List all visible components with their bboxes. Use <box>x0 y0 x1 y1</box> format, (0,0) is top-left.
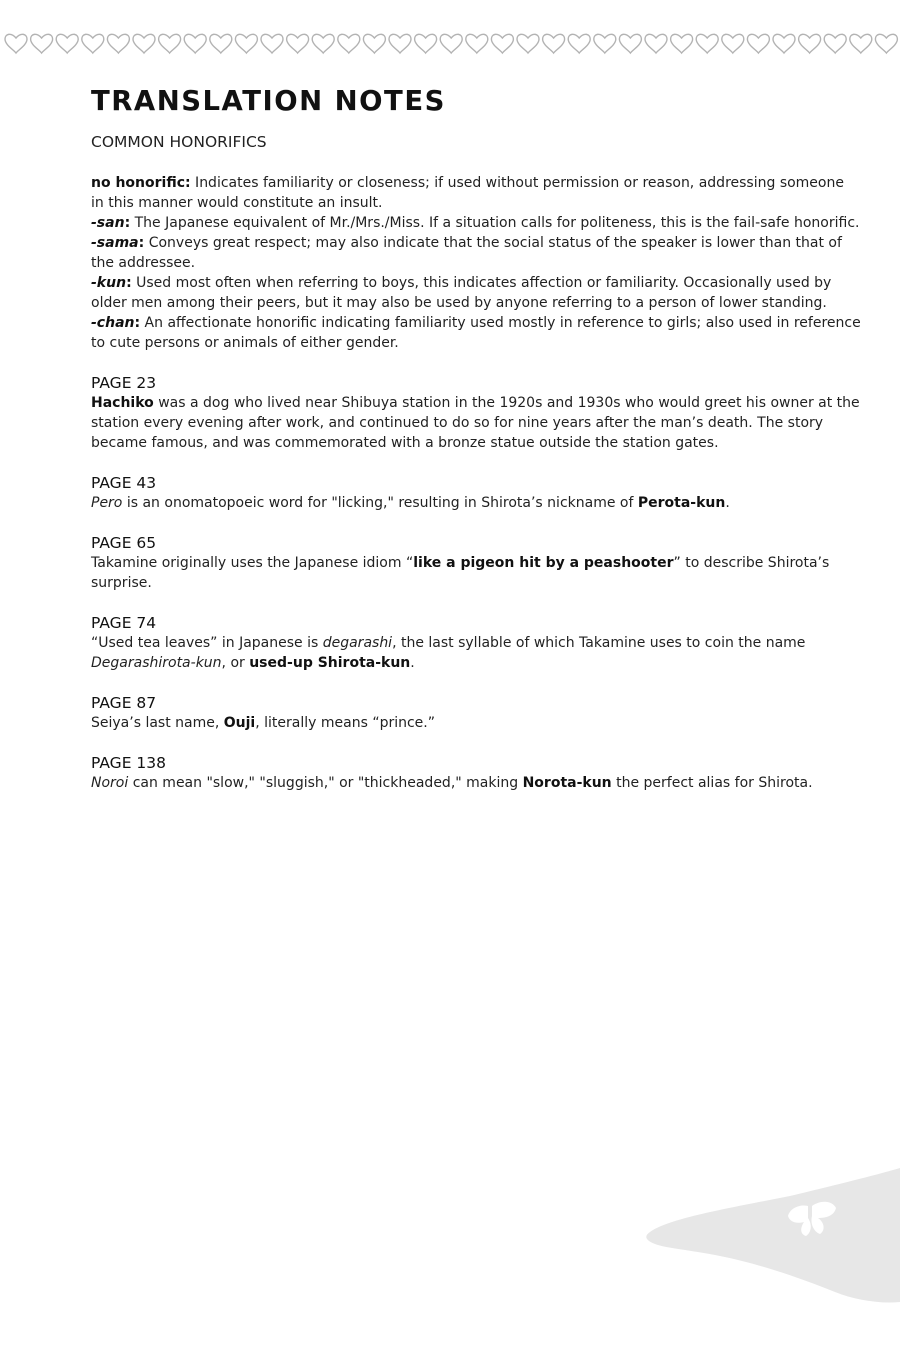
honorific-entry <box>91 173 861 213</box>
note-term: degarashi <box>322 635 393 651</box>
heart-outline-icon <box>415 34 437 53</box>
heart-outline-icon <box>799 34 821 53</box>
heart-outline-icon <box>312 34 334 53</box>
heart-outline-icon <box>338 34 360 53</box>
heart-outline-icon <box>31 34 53 53</box>
note-term: Ouji <box>223 715 256 731</box>
hearts-border-graphic <box>0 26 900 66</box>
page-note-body <box>91 713 861 733</box>
corner-swoosh-shape <box>646 1168 900 1303</box>
heart-outline-icon <box>184 34 206 53</box>
page-note-heading: PAGE 87 <box>91 694 157 712</box>
hearts-border <box>0 26 900 66</box>
page-note <box>91 533 861 593</box>
heart-outline-icon <box>466 34 488 53</box>
heart-outline-icon <box>440 34 462 53</box>
page-note-heading: PAGE 43 <box>91 474 157 492</box>
page-note-body <box>91 493 861 513</box>
honorific-definition: An affectionate honorific indicating familiarity used mostly in reference to girls; also used in reference to cute persons or animals of either gender. <box>91 315 861 351</box>
heart-outline-icon <box>568 34 590 53</box>
honorific-term: -kun: <box>91 275 132 291</box>
heart-outline-icon <box>543 34 565 53</box>
page-note <box>91 693 861 733</box>
note-text: ” to describe Shirota’s surprise. <box>91 555 830 591</box>
honorific-definition: Indicates familiarity or closeness; if used without permission or reason, addressing someone in this manner would constitute an insult. <box>91 175 844 211</box>
heart-outline-icon <box>235 34 257 53</box>
honorific-term: -sama: <box>91 235 145 251</box>
page-note-body <box>91 633 861 673</box>
note-text: can mean "slow," "sluggish," or "thickheaded," making <box>128 775 523 791</box>
page-note-heading: PAGE 138 <box>91 754 167 772</box>
note-text: Seiya’s last name, <box>91 715 224 731</box>
page-note-body <box>91 553 861 593</box>
heart-outline-icon <box>133 34 155 53</box>
note-text: , literally means “prince.” <box>255 715 435 731</box>
note-text: “Used tea leaves” in Japanese is <box>91 635 323 651</box>
note-term: Pero <box>91 495 123 511</box>
page-note <box>91 373 861 453</box>
note-text: , the last syllable of which Takamine uses to coin the name <box>392 635 806 651</box>
heart-outline-icon <box>107 34 129 53</box>
heart-outline-icon <box>56 34 78 53</box>
page-note <box>91 753 861 793</box>
note-term: used-up Shirota-kun <box>249 655 411 671</box>
page-note-heading: PAGE 23 <box>91 374 157 392</box>
heart-outline-icon <box>363 34 385 53</box>
heart-outline-icon <box>722 34 744 53</box>
heart-outline-icon <box>594 34 616 53</box>
note-text: is an onomatopoeic word for "licking," resulting in Shirota’s nickname of <box>122 495 638 511</box>
heart-outline-icon <box>824 34 846 53</box>
honorific-term: -san: <box>91 215 131 231</box>
note-text: was a dog who lived near Shibuya station in the 1920s and 1930s who would greet his owner at the station every evening after work, and continued to do so for nine years after the man’s death. The story became famous, and was commemorated with a bronze statue outside the station gates. <box>91 395 860 451</box>
note-text: . <box>410 655 415 671</box>
heart-outline-icon <box>850 34 872 53</box>
note-term: Hachiko <box>91 395 154 411</box>
heart-outline-icon <box>696 34 718 53</box>
heart-outline-icon <box>773 34 795 53</box>
page-title: TRANSLATION NOTES <box>91 85 446 117</box>
honorific-definition: The Japanese equivalent of Mr./Mrs./Miss. If a situation calls for politeness, this is the fail-safe honorific. <box>130 215 860 231</box>
heart-outline-icon <box>671 34 693 53</box>
note-text: . <box>725 495 730 511</box>
heart-outline-icon <box>645 34 667 53</box>
page-note-heading: PAGE 74 <box>91 614 157 632</box>
page-note-body <box>91 773 861 793</box>
honorific-definition: Conveys great respect; may also indicate that the social status of the speaker is lower than that of the addressee. <box>91 235 842 271</box>
honorific-term: -chan: <box>91 315 141 331</box>
heart-outline-icon <box>619 34 641 53</box>
note-term: Norota-kun <box>522 775 612 791</box>
heart-outline-icon <box>210 34 232 53</box>
honorific-entry <box>91 233 861 273</box>
heart-outline-icon <box>159 34 181 53</box>
heart-outline-icon <box>491 34 513 53</box>
page-notes-list <box>91 373 861 793</box>
page-note-body <box>91 393 861 453</box>
heart-outline-icon <box>82 34 104 53</box>
translation-notes-page <box>91 84 861 793</box>
note-text: Takamine originally uses the Japanese idiom “ <box>91 555 414 571</box>
note-text: the perfect alias for Shirota. <box>611 775 813 791</box>
page-note-heading: PAGE 65 <box>91 534 157 552</box>
page-note <box>91 473 861 513</box>
note-text: , or <box>221 655 250 671</box>
heart-outline-icon <box>517 34 539 53</box>
heart-outline-icon <box>875 34 897 53</box>
heart-outline-icon <box>287 34 309 53</box>
section-subtitle: COMMON HONORIFICS <box>91 133 267 151</box>
page-note <box>91 613 861 673</box>
heart-outline-icon <box>747 34 769 53</box>
honorific-entry <box>91 313 861 353</box>
note-term: Noroi <box>91 775 129 791</box>
honorific-term: no honorific: <box>91 175 191 191</box>
corner-decoration <box>640 1160 900 1310</box>
heart-outline-icon <box>5 34 27 53</box>
honorific-entry <box>91 213 861 233</box>
honorific-entry <box>91 273 861 313</box>
note-term: Perota-kun <box>637 495 726 511</box>
honorifics-list <box>91 173 861 353</box>
note-term: like a pigeon hit by a peashooter <box>413 555 674 571</box>
note-term: Degarashirota-kun <box>91 655 222 671</box>
heart-outline-icon <box>389 34 411 53</box>
heart-outline-icon <box>261 34 283 53</box>
honorific-definition: Used most often when referring to boys, this indicates affection or familiarity. Occasionally used by older men among their peers, but it may also be used by anyone referring to a person of lower standing. <box>91 275 832 311</box>
